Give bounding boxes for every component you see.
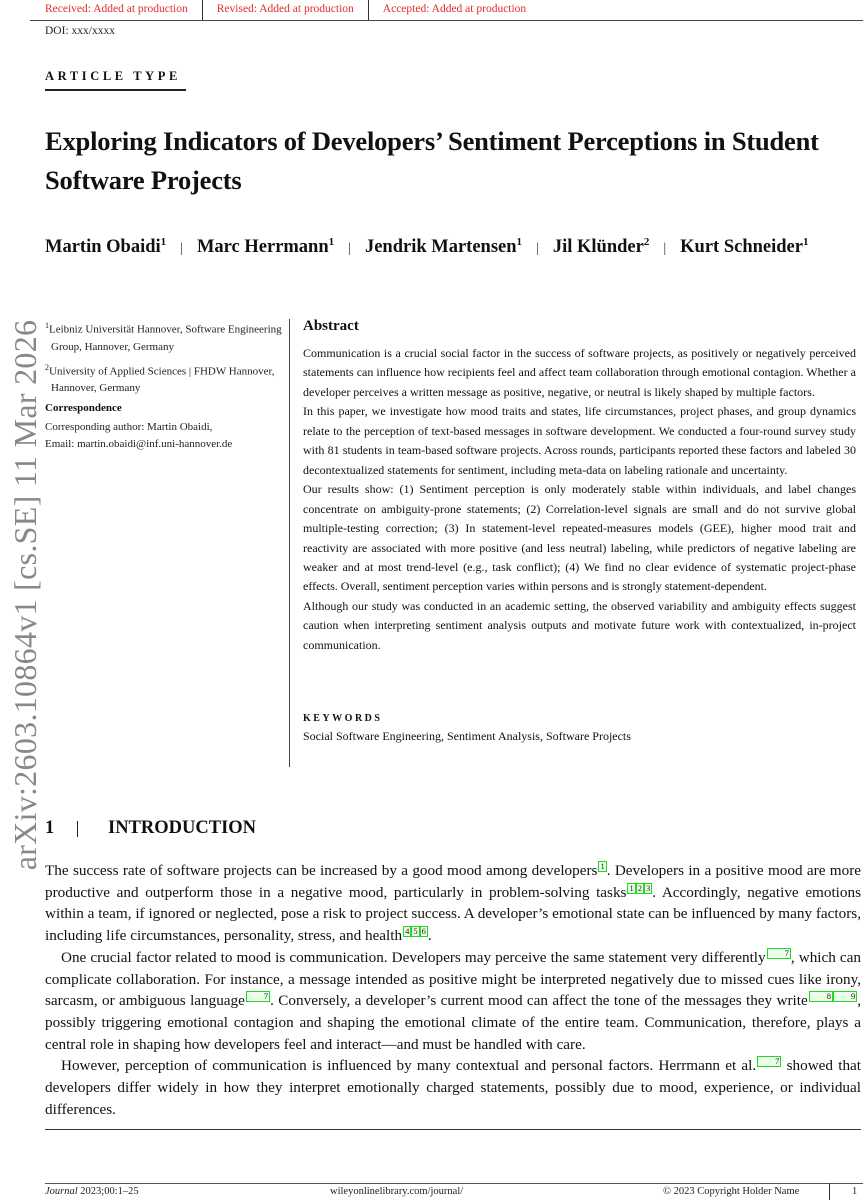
author-separator: |	[663, 241, 667, 257]
abstract-paragraph: In this paper, we investigate how mood traits and states, life circumstances, project phases, and group dynamics relate to the perception of text-based messages in software development. We conducted a four-round survey study with 81 students in team-based software projects. Across rounds, participants reported these factors and labeled 30 decontextualized statements for sentiment, including meta-data on labeling rationale and uncertainty.	[303, 404, 856, 477]
affiliation: $^1$Leibniz Universität Hannover, Software Engineering Group, Hannover, Germany	[45, 321, 282, 353]
abstract-paragraph: Communication is a crucial social factor in the success of software projects, as positively or negatively perceived statements can influence how recipients feel and affect team collaboration through emotional contagion. Whether a developer perceives a written message as positive, negative, or neutral is likely shaped by multiple factors.	[303, 346, 856, 399]
author-separator: |	[348, 241, 351, 257]
body-end-rule	[45, 1129, 861, 1130]
correspondence: Corresponding author: Martin Obaidi, Email: martin.obaidi@inf.uni-hannover.de	[45, 419, 232, 453]
abstract-heading: Abstract	[303, 318, 359, 334]
divider	[202, 0, 203, 20]
citation-link[interactable]: 7	[246, 991, 270, 1002]
abstract-paragraph: Our results show: (1) Sentiment perception is only moderately stable within individuals, and label changes concentrate on ambiguity-prone statements; (2) Correlation-level signals are small and do not survive global multiple-testing correction; (3) In statement-level repeated-measures models (GEE), higher mood trait and reactivity are associated with more positive (and less neutral) labeling, while predictors of negative labeling are weaker and at most trend-level (e.g., task conflict); (4) We find no clear evidence of systematic project-phase effects. Overall, sentiment perception varies within persons and is strongly statement-dependent.	[303, 482, 856, 594]
email-link[interactable]: Email: martin.obaidi@inf.uni-hannover.de	[45, 438, 233, 450]
abstract-body	[303, 344, 856, 655]
received-date: Received: Added at production	[45, 3, 188, 15]
affiliation: $^2$University of Applied Sciences | FHDW Hannover, Hannover, Germany	[45, 362, 275, 395]
author: Martin Obaidi$^1$	[45, 236, 167, 258]
author: Kurt Schneider$^1$	[680, 236, 809, 258]
footer-url[interactable]: wileyonlinelibrary.com/journal/	[330, 1186, 464, 1197]
abstract-rule	[289, 319, 290, 767]
accepted-date: Accepted: Added at production	[382, 3, 527, 15]
paragraph: The success rate of software projects can be increased by a good mood among developers 1 . Developers in a positive mood are more productive and outperform those in a negative mood, particularly in problem-solving tasks 1 2 3 . Accordingly, negative emotions within a team, if ignored or neglected, pose a risk to project success. A developer’s emotional state can be influenced by many factors, including life circumstances, personality, stress, and health 4 5 6 .	[45, 860, 862, 945]
footer-copyright: © 2023 Copyright Holder Name	[663, 1186, 800, 1197]
footer-rule	[45, 1183, 863, 1184]
author: Jil Klünder$^2$	[552, 236, 650, 258]
citation-link[interactable]: 7	[767, 948, 791, 959]
section-heading	[45, 818, 256, 839]
author-separator: |	[536, 241, 539, 257]
citation-link[interactable]: 3	[645, 882, 651, 893]
citation-link[interactable]: 7	[757, 1056, 781, 1067]
paragraph: However, perception of communication is influenced by many contextual and personal factors. Herrmann et al. 7 showed that developers differ widely in how they interpret emotionally charged statements, possibly due to mood, experience, or individual differences.	[45, 1056, 861, 1118]
page-number: 1	[852, 1186, 858, 1197]
footer-journal: Journal 2023;00:1–25	[45, 1186, 139, 1197]
publication-dates	[45, 0, 526, 20]
footer-divider	[829, 1183, 830, 1200]
citation-link[interactable]: 1	[600, 860, 605, 871]
citation-link[interactable]: 9	[833, 991, 857, 1002]
citation-link[interactable]: 8	[809, 991, 833, 1002]
author-list	[45, 228, 845, 263]
abstract-paragraph: Although our study was conducted in an academic setting, the observed variability and ambiguity effects suggest caution when interpreting sentiment analysis outputs and motivate future work with contextualized, in-project communication.	[303, 598, 856, 652]
section-divider	[77, 821, 78, 837]
section-number: 1	[45, 818, 55, 838]
affiliations	[45, 317, 285, 400]
introduction-body	[45, 860, 861, 1120]
author-separator: |	[180, 241, 183, 257]
keywords-heading: KEYWORDS	[303, 713, 383, 724]
doi: DOI: xxx/xxxx	[45, 25, 115, 37]
section-title: INTRODUCTION	[108, 818, 257, 838]
revised-date: Revised: Added at production	[216, 3, 354, 15]
article-type-underline	[45, 89, 186, 91]
citation-link[interactable]: 1	[629, 882, 634, 893]
citation-link[interactable]: 2	[637, 882, 642, 893]
citation-link[interactable]: 6	[421, 926, 426, 937]
citation-link[interactable]: 4	[405, 926, 410, 937]
author: Marc Herrmann$^1$	[196, 236, 335, 258]
citation-link[interactable]: 5	[413, 926, 418, 937]
keywords: Social Software Engineering, Sentiment Analysis, Software Projects	[303, 729, 631, 743]
arxiv-stamp: arXiv:2603.10864v1 [cs.SE] 11 Mar 2026	[7, 319, 43, 871]
correspondence-heading: Correspondence	[45, 402, 122, 414]
paper-title: Exploring Indicators of Developers’ Sentiment Perceptions in Student Software Projects	[45, 126, 819, 195]
author: Jendrik Martensen$^1$	[364, 236, 523, 258]
header-rule	[30, 20, 863, 21]
article-type: ARTICLE TYPE	[45, 69, 181, 83]
paragraph: One crucial factor related to mood is communication. Developers may perceive the same statement very differently 7 , which can complicate collaboration. For instance, a message intended as positive might be interpreted negatively due to missed cues like irony, sarcasm, or ambiguous language 7 . Conversely, a developer’s current mood can affect the tone of the messages they write 8 9 , possibly triggering emotional contagion and shaping the emotional climate of the entire team. Communication, therefore, plays a central role in shaping how developers feel and interact—and must be handled with care.	[45, 947, 861, 1053]
divider	[368, 0, 369, 20]
